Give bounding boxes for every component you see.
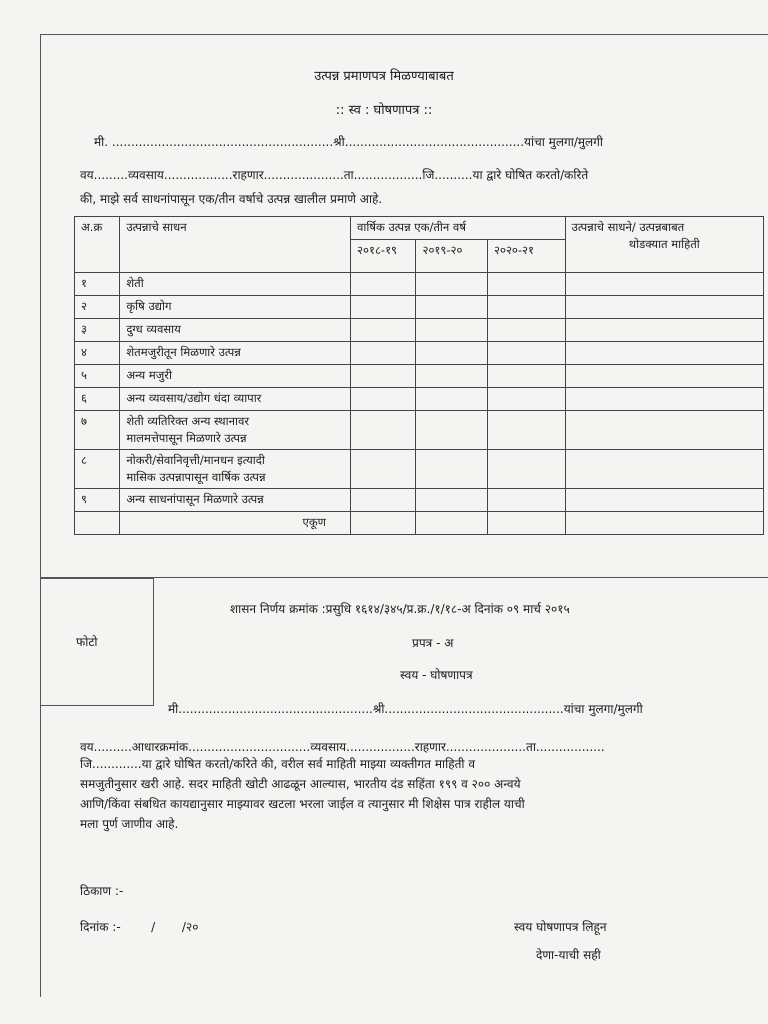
declaration-paragraph bbox=[80, 754, 720, 834]
col-header-sr: अ.क्र bbox=[75, 217, 120, 273]
table-total-row bbox=[75, 512, 764, 535]
declaration-heading: स्वय - घोषणापत्र bbox=[400, 668, 473, 682]
signature-line-1: स्वय घोषणापत्र लिहून bbox=[514, 920, 607, 934]
row-sr: ९ bbox=[75, 489, 120, 512]
info-cell[interactable] bbox=[565, 365, 763, 388]
row-sr-empty bbox=[75, 512, 120, 535]
total-label: एकूण bbox=[120, 512, 351, 535]
row-sr: ७ bbox=[75, 411, 120, 450]
table-row bbox=[75, 342, 764, 365]
row-source-line2: मालमत्तेपासून मिळणारे उत्पन्न bbox=[126, 431, 247, 445]
income-cell[interactable] bbox=[416, 319, 488, 342]
row-sr: ५ bbox=[75, 365, 120, 388]
income-cell[interactable] bbox=[351, 450, 416, 489]
total-cell[interactable] bbox=[487, 512, 565, 535]
table-header-row bbox=[75, 217, 764, 240]
income-cell[interactable] bbox=[487, 411, 565, 450]
income-cell[interactable] bbox=[351, 319, 416, 342]
info-cell[interactable] bbox=[565, 388, 763, 411]
row-sr: ४ bbox=[75, 342, 120, 365]
row-source-line1: नोकरी/सेवानिवृत्ती/मानधन इत्यादी bbox=[126, 453, 265, 467]
declaration-para-line: मला पुर्ण जाणीव आहे. bbox=[80, 817, 179, 831]
name-line: मी. ..........................................................श्री...............................................यांचा मुलगा/मुलगी bbox=[94, 135, 604, 149]
declaration-name-line: मी...................................................श्री...............................................यांचा मुलगा/मुलगी bbox=[168, 702, 643, 716]
income-cell[interactable] bbox=[416, 450, 488, 489]
info-cell[interactable] bbox=[565, 319, 763, 342]
year-header: २०२०-२१ bbox=[487, 240, 565, 273]
signature-line-2: देणा-याची सही bbox=[536, 948, 601, 962]
col-header-info-line2: थोडक्यात माहिती bbox=[628, 237, 700, 251]
row-sr: १ bbox=[75, 273, 120, 296]
income-cell[interactable] bbox=[487, 273, 565, 296]
income-cell[interactable] bbox=[351, 342, 416, 365]
row-source: अन्य व्यवसाय/उद्योग धंदा व्यापार bbox=[120, 388, 351, 411]
table-row bbox=[75, 411, 764, 450]
row-source: कृषि उद्योग bbox=[120, 296, 351, 319]
declaration-para-line: आणि/किंवा संबधित कायद्यानुसार माझ्यावर खटला भरला जाईल व त्यानुसार मी शिक्षेस पात्र राहील याची bbox=[80, 797, 525, 811]
total-cell[interactable] bbox=[416, 512, 488, 535]
info-cell[interactable] bbox=[565, 450, 763, 489]
table-row bbox=[75, 450, 764, 489]
photo-label: फोटो bbox=[76, 635, 98, 649]
income-cell[interactable] bbox=[351, 296, 416, 319]
table-row bbox=[75, 273, 764, 296]
col-header-annual-income: वार्षिक उत्पन्न एक/तीन वर्ष bbox=[351, 217, 566, 240]
income-cell[interactable] bbox=[416, 388, 488, 411]
income-cell[interactable] bbox=[416, 273, 488, 296]
document-subtitle: :: स्व : घोषणापत्र :: bbox=[335, 103, 433, 118]
form-number: प्रपत्र - अ bbox=[412, 636, 454, 650]
income-cell[interactable] bbox=[487, 296, 565, 319]
row-source: अन्य साधनांपासून मिळणारे उत्पन्न bbox=[120, 489, 351, 512]
income-cell[interactable] bbox=[416, 296, 488, 319]
row-source-line2: मासिक उत्पन्नापासून वार्षिक उत्पन्न bbox=[126, 470, 266, 484]
row-source: अन्य मजुरी bbox=[120, 365, 351, 388]
income-cell[interactable] bbox=[487, 388, 565, 411]
total-cell[interactable] bbox=[351, 512, 416, 535]
income-cell[interactable] bbox=[487, 365, 565, 388]
place-label: ठिकाण :- bbox=[80, 884, 124, 898]
row-sr: ६ bbox=[75, 388, 120, 411]
income-cell[interactable] bbox=[351, 273, 416, 296]
table-row bbox=[75, 365, 764, 388]
photo-box[interactable] bbox=[40, 578, 154, 706]
income-cell[interactable] bbox=[487, 489, 565, 512]
info-cell[interactable] bbox=[565, 411, 763, 450]
row-source bbox=[120, 411, 351, 450]
declaration-para-line: समजुतीनुसार खरी आहे. सदर माहिती खोटी आढळून आल्यास, भारतीय दंड सहिंता १९९ व २०० अन्वये bbox=[80, 777, 521, 791]
table-row bbox=[75, 319, 764, 342]
gr-reference: शासन निर्णय क्रमांक :प्रसुधि १६१४/३४५/प्र.क्र./१/१८-अ दिनांक ०९ मार्च २०१५ bbox=[230, 602, 570, 616]
income-cell[interactable] bbox=[351, 365, 416, 388]
income-cell[interactable] bbox=[416, 489, 488, 512]
row-source: शेती bbox=[120, 273, 351, 296]
income-cell[interactable] bbox=[416, 411, 488, 450]
age-occupation-line: वय.........व्यवसाय..................राहणार.....................ता..................जि..........या द्वारे घोषित करतो/करिते bbox=[80, 168, 589, 182]
col-header-info-line1: उत्पन्नाचे साधने/ उत्पन्नबाबत bbox=[571, 220, 685, 234]
row-source-line1: शेती व्यतिरिक्त अन्य स्थानावर bbox=[126, 414, 250, 428]
row-source: शेतमजुरीतून मिळणारे उत्पन्न bbox=[120, 342, 351, 365]
income-statement-line: की, माझे सर्व साधनांपासून एक/तीन वर्षाचे उत्पन्न खालील प्रमाणे आहे. bbox=[80, 192, 383, 206]
date-label: दिनांक :- / /२० bbox=[80, 920, 199, 934]
info-cell[interactable] bbox=[565, 273, 763, 296]
document-title: उत्पन्न प्रमाणपत्र मिळण्याबाबत bbox=[314, 69, 454, 84]
table-row bbox=[75, 489, 764, 512]
year-header: २०१९-२० bbox=[416, 240, 488, 273]
income-cell[interactable] bbox=[351, 489, 416, 512]
info-cell[interactable] bbox=[565, 296, 763, 319]
row-sr: ८ bbox=[75, 450, 120, 489]
income-cell[interactable] bbox=[351, 411, 416, 450]
info-cell[interactable] bbox=[565, 489, 763, 512]
row-source: दुग्ध व्यवसाय bbox=[120, 319, 351, 342]
income-cell[interactable] bbox=[487, 319, 565, 342]
income-cell[interactable] bbox=[487, 342, 565, 365]
year-header: २०१८-१९ bbox=[351, 240, 416, 273]
income-cell[interactable] bbox=[351, 388, 416, 411]
declaration-age-line: वय..........आधारक्रमांक................................व्यवसाय..................राहणार.....................ता.................. bbox=[80, 740, 605, 754]
table-row bbox=[75, 296, 764, 319]
income-cell[interactable] bbox=[416, 342, 488, 365]
info-cell[interactable] bbox=[565, 512, 763, 535]
table-row bbox=[75, 388, 764, 411]
row-sr: ३ bbox=[75, 319, 120, 342]
row-source bbox=[120, 450, 351, 489]
income-cell[interactable] bbox=[416, 365, 488, 388]
income-table bbox=[74, 216, 764, 535]
income-cell[interactable] bbox=[487, 450, 565, 489]
col-header-source: उत्पन्नाचे साधन bbox=[120, 217, 351, 273]
declaration-para-line: जि.............या द्वारे घोषित करतो/करिते की, वरील सर्व माहिती माझ्या व्यक्तीगत माहिती व bbox=[80, 757, 476, 771]
info-cell[interactable] bbox=[565, 342, 763, 365]
row-sr: २ bbox=[75, 296, 120, 319]
col-header-info bbox=[565, 217, 763, 273]
